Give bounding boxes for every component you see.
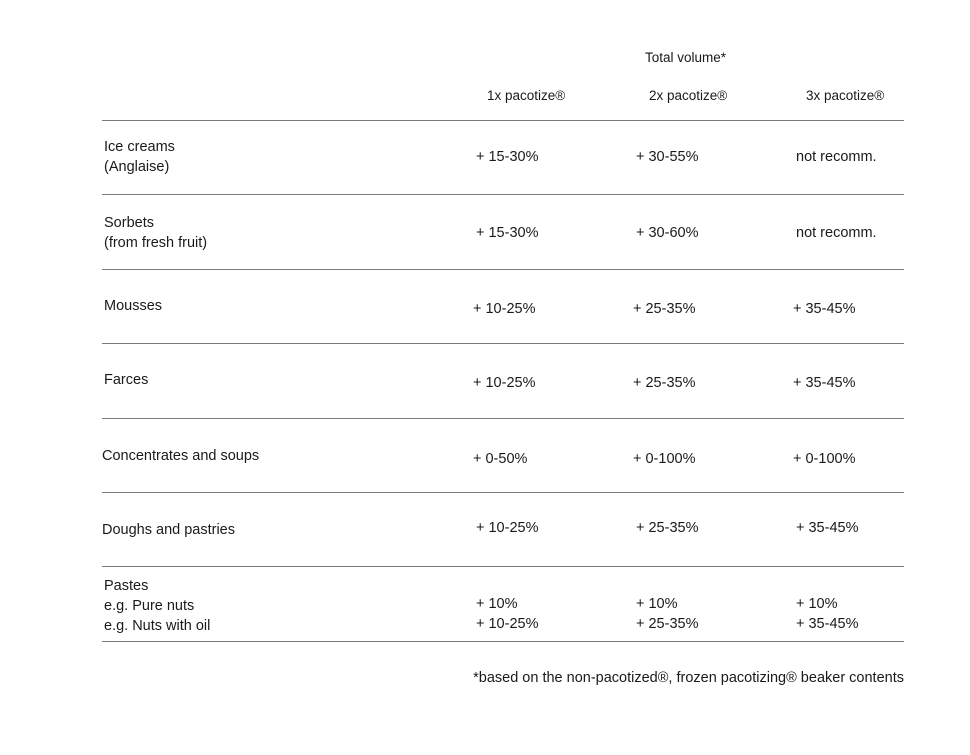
footnote: *based on the non-pacotized®, frozen pacotizing® beaker contents — [473, 670, 904, 686]
cell-concentrates-2x: + 0-100% — [633, 451, 696, 467]
column-header-3x: 3x pacotize® — [806, 88, 885, 103]
cell-ice-creams-3x: not recomm. — [796, 149, 877, 165]
column-header-2x: 2x pacotize® — [649, 88, 728, 103]
cell-ice-creams-2x: + 30-55% — [636, 149, 699, 165]
cell-pastes-1x: + 10% + 10-25% — [476, 596, 539, 632]
row-divider — [102, 343, 904, 344]
cell-doughs-1x: + 10-25% — [476, 520, 539, 536]
table-bottom-divider — [102, 641, 904, 642]
cell-mousses-3x: + 35-45% — [793, 301, 856, 317]
cell-sorbets-2x: + 30-60% — [636, 225, 699, 241]
cell-farces-3x: + 35-45% — [793, 375, 856, 391]
row-label-farces: Farces — [104, 372, 149, 388]
row-label-pastes: Pastes e.g. Pure nuts e.g. Nuts with oil — [104, 578, 211, 634]
cell-ice-creams-1x: + 15-30% — [476, 149, 539, 165]
header-divider — [102, 120, 904, 121]
column-header-1x: 1x pacotize® — [487, 88, 566, 103]
cell-doughs-3x: + 35-45% — [796, 520, 859, 536]
cell-farces-1x: + 10-25% — [473, 375, 536, 391]
cell-farces-2x: + 25-35% — [633, 375, 696, 391]
total-volume-header: Total volume* — [645, 50, 727, 65]
row-divider — [102, 418, 904, 419]
cell-pastes-2x: + 10% + 25-35% — [636, 596, 699, 632]
cell-sorbets-3x: not recomm. — [796, 225, 877, 241]
row-label-concentrates-and-soups: Concentrates and soups — [102, 448, 260, 464]
cell-mousses-1x: + 10-25% — [473, 301, 536, 317]
row-divider — [102, 269, 904, 270]
cell-pastes-3x: + 10% + 35-45% — [796, 596, 859, 632]
cell-concentrates-1x: + 0-50% — [473, 451, 528, 467]
row-label-doughs-and-pastries: Doughs and pastries — [102, 522, 235, 538]
cell-doughs-2x: + 25-35% — [636, 520, 699, 536]
cell-sorbets-1x: + 15-30% — [476, 225, 539, 241]
cell-concentrates-3x: + 0-100% — [793, 451, 856, 467]
row-divider — [102, 492, 904, 493]
cell-mousses-2x: + 25-35% — [633, 301, 696, 317]
row-divider — [102, 566, 904, 567]
row-label-ice-creams: Ice creams (Anglaise) — [104, 139, 175, 175]
row-label-mousses: Mousses — [104, 298, 163, 314]
row-label-sorbets: Sorbets (from fresh fruit) — [104, 215, 208, 251]
row-divider — [102, 194, 904, 195]
